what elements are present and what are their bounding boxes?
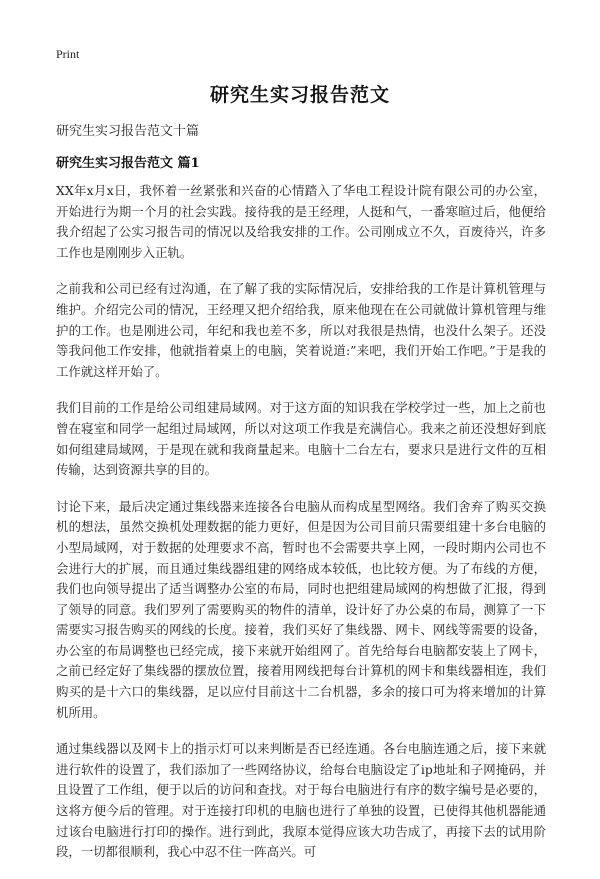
page-title: 研究生实习报告范文 — [209, 84, 390, 106]
paragraph-1: XX年x月x日，我怀着一丝紧张和兴奋的心情踏入了华电工程设计院有限公司的办公室，开始进行为期一个月的社会实践。接待我的是王经理，人挺和气，一番寒暄过后，他便给我介绍起了公实习报告司的情况以及给我安排的工作。公司刚成立不久，百废待兴，许多工作也是刚刚步入正轨。 — [56, 183, 546, 260]
article-body — [56, 181, 546, 879]
paragraph-3: 我们目前的工作是给公司组建局域网。对于这方面的知识我在学校学过一些，加上之前也曾在寝室和同学一起组过局域网，所以对这项工作我是充满信心。我来之前还没想好到底如何组建局域网，于是现在就和我商量起来。电脑十二台左右，要求只是进行文件的互相传输，达到资源共享的目的。 — [56, 400, 546, 478]
paragraph-5: 通过集线器以及网卡上的指示灯可以来判断是否已经连通。各台电脑连通之后，接下来就进行软件的设置了，我们添加了一些网络协议，给每台电脑设定了ip地址和子网掩码，并且设置了工作组，便于以后的访问和查找。对于每台电脑进行有序的数字编号是必要的，这将方便今后的管理。对于连接打印机的电脑也进行了单独的设置，已使得其他机器能通过该台电脑进行打印的操作。进行到此，我原本觉得应该大功告成了，再接下去的试用阶段，一切都很顺利，我心中忍不住一阵高兴。可 — [56, 741, 546, 860]
document-subtitle: 研究生实习报告范文十篇 — [56, 124, 200, 139]
section-heading: 研究生实习报告范文 篇1 — [56, 156, 200, 171]
paragraph-4: 讨论下来，最后决定通过集线器来连接各台电脑从而构成星型网络。我们舍弃了购买交换机的想法，虽然交换机处理数据的能力更好，但是因为公司目前只需要组建十多台电脑的小型局域网，对于数据的处理要求不高，暂时也不会需要共享上网，一段时期内公司也不会进行大的扩展，而且通过集线器组建的网络成本较低，也比较方便。为了布线的方便，我们也向领导提出了适当调整办公室的布局，同时也把组建局域网的构想做了汇报，得到了领导的同意。我们罗列了需要购买的物件的清单，设计好了办公桌的布局，测算了一下需要实习报告购买的网线的长度。接着，我们买好了集线器、网卡、网线等需要的设备，办公室的布局调整也已经完成，接下来就开始组网了。首先给每台电脑都安装上了网卡，之前已经定好了集线器的摆放位置，接着用网线把每台计算机的网卡和集线器相连，我们购买的是十六口的集线器，足以应付目前这十二台机器，多余的接口可为将来增加的计算机所用。 — [56, 498, 546, 720]
paragraph-2: 之前我和公司已经有过沟通，在了解了我的实际情况后，安排给我的工作是计算机管理与维护。介绍完公司的情况，王经理又把介绍给我，原来他现在在公司就做计算机管理与维护的工作。也是刚进公司，年纪和我也差不多，所以对我很是热情，也没什么架子。还没等我问他工作安排，他就指着桌上的电脑，笑着说道:”来吧，我们开始工作吧。”于是我的工作就这样开始了。 — [56, 281, 546, 379]
print-link[interactable]: Print — [56, 47, 80, 61]
